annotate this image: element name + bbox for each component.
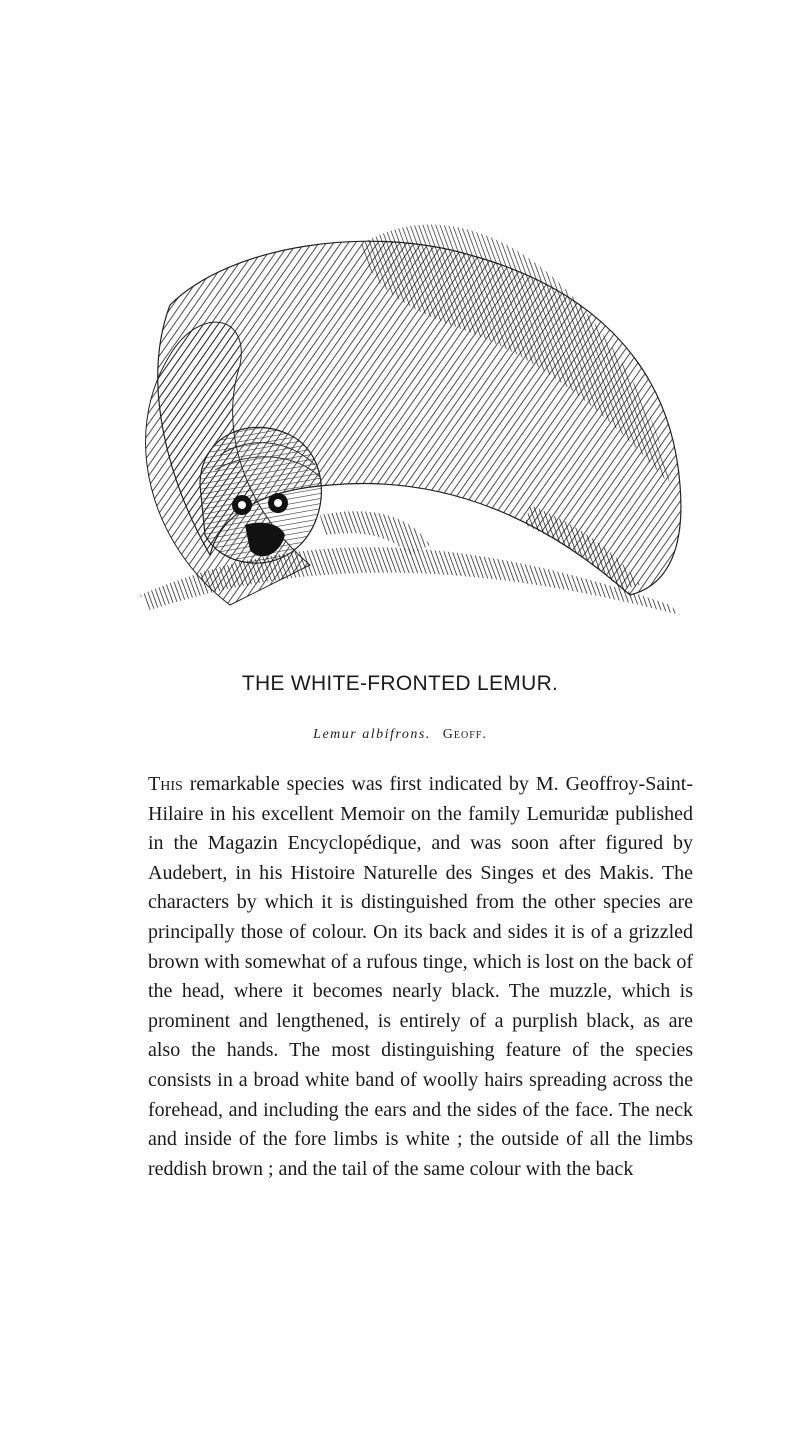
article-first-word: This (148, 773, 183, 795)
latin-name: Lemur albifrons. (313, 727, 431, 742)
plate-title: THE WHITE-FRONTED LEMUR. (241, 672, 559, 695)
lemur-engraving (110, 185, 690, 625)
author-abbrev: Geoff. (442, 727, 487, 742)
article-body (148, 770, 693, 1184)
article-text: remarkable species was first indicated by M. Geoffroy-Saint-Hilaire in his excellent Memoir on the family Lemuridæ published in the Magazin Encyclopédique, and was soon after figured by Audebert, in his Histoire Naturelle des Singes et des Makis. The characters by which it is distinguished from the other species are principally those of colour. On its back and sides it is of a grizzled brown with somewhat of a rufous tinge, which is lost on the back of the head, where it becomes nearly black. The muzzle, which is prominent and lengthened, is entirely of a purplish black, as are also the hands. The most distinguishing feature of the species consists in a broad white band of woolly hairs spreading across the forehead, and including the ears and the sides of the face. The neck and inside of the fore limbs is white ; the outside of all the limbs reddish brown ; and the tail of the same colour with the back (148, 773, 693, 1180)
plate-subtitle (0, 727, 800, 743)
article-paragraph (148, 770, 693, 1184)
lemur-engraving-svg (110, 185, 690, 625)
